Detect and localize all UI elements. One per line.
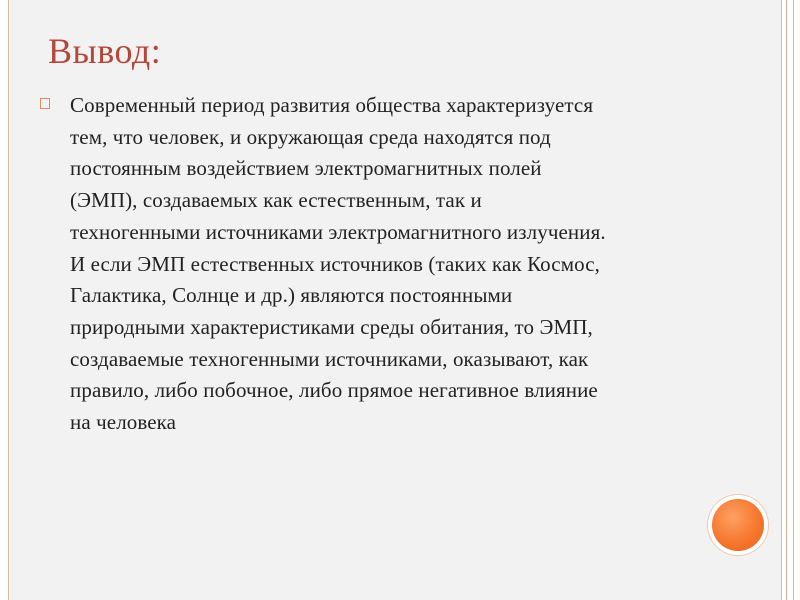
text-line: постоянным воздействием электромагнитных полей: [70, 156, 542, 181]
bullet-text: [70, 90, 755, 439]
square-bullet-icon: [40, 98, 50, 109]
left-accent-line: [8, 0, 9, 600]
text-line: правило, либо побочное, либо прямое негативное влияние: [70, 378, 598, 403]
text-line: И если ЭМП естественных источников (таких как Космос,: [70, 251, 600, 276]
text-line: на человека: [70, 410, 177, 435]
text-line: Галактика, Солнце и др.) являются постоянными: [70, 283, 513, 308]
text-line: (ЭМП), создаваемых как естественным, так и: [70, 188, 482, 213]
text-line: Современный период развития общества характеризуется: [70, 93, 594, 117]
text-line: природными характеристиками среды обитания, то ЭМП,: [70, 314, 593, 339]
decorative-orange-circle: [712, 499, 764, 551]
right-accent-line-inner: [786, 0, 787, 600]
text-line: тем, что человек, и окружающая среда находятся под: [70, 124, 551, 149]
text-line: техногенными источниками электромагнитного излучения.: [70, 219, 606, 244]
right-accent-line-outer: [793, 0, 794, 600]
slide-title: Вывод:: [48, 31, 162, 71]
text-line: создаваемые техногенными источниками, оказывают, как: [70, 346, 589, 371]
